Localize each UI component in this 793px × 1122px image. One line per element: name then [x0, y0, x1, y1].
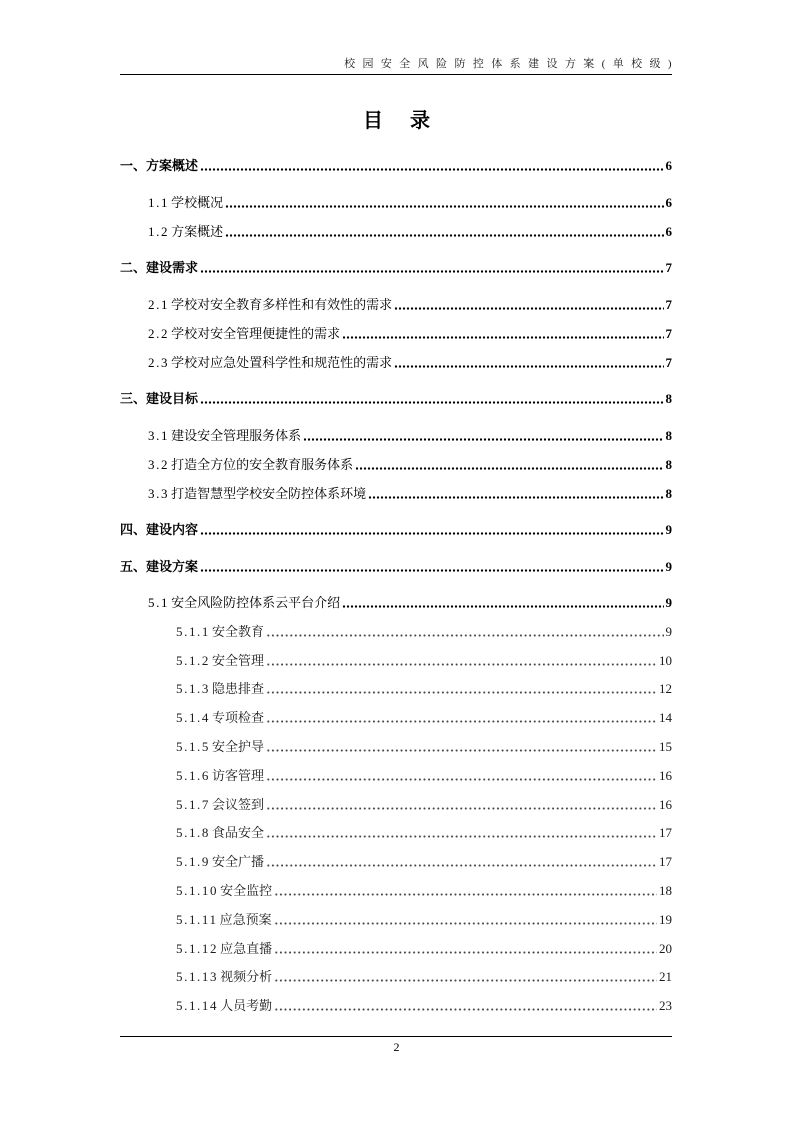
toc-entry-page-number: 16 — [659, 796, 672, 812]
toc-entry-number: 1.2 — [148, 223, 170, 239]
toc-entry-title: 安全风险防控体系云平台介绍 — [171, 595, 341, 610]
toc-entry — [120, 732, 672, 761]
toc-entry-number: 5.1.12 — [176, 940, 219, 956]
dot-leader — [266, 691, 657, 694]
toc-entry-title: 方案概述 — [171, 223, 224, 239]
toc-entry-page-number: 19 — [659, 911, 672, 927]
dot-leader — [200, 532, 663, 535]
dot-leader — [274, 893, 657, 896]
toc-entry-title: 专项检查 — [212, 710, 265, 726]
dot-leader — [200, 270, 663, 273]
toc-entry — [120, 847, 672, 876]
toc-entry-title: 五、建设方案 — [120, 558, 199, 574]
toc-entry-page-number: 8 — [665, 456, 672, 472]
dot-leader — [394, 365, 663, 368]
toc-entry-number: 5.1 — [148, 595, 170, 610]
toc-entry-number: 5.1.9 — [176, 854, 210, 870]
toc-entry-number: 5.1.8 — [176, 825, 210, 841]
dot-leader — [266, 749, 657, 752]
toc-entry-number: 5.1.10 — [176, 883, 219, 899]
toc-entry-page-number: 9 — [665, 522, 672, 537]
toc-entry — [120, 552, 672, 581]
toc-entry-title: 学校对应急处置科学性和规范性的需求 — [171, 354, 393, 370]
dot-leader — [266, 835, 657, 838]
toc-entry — [120, 421, 672, 450]
dot-leader — [266, 663, 657, 666]
toc-entry-title: 四、建设内容 — [120, 522, 199, 537]
toc-entry-page-number: 7 — [665, 354, 672, 370]
toc-entry-page-number: 9 — [665, 558, 672, 574]
toc-entry — [120, 188, 672, 217]
toc-entry — [120, 348, 672, 377]
toc-entry — [120, 450, 672, 479]
dot-leader — [342, 336, 663, 339]
dot-leader — [200, 168, 663, 171]
toc-entry — [120, 819, 672, 848]
toc-entry-number: 5.1.13 — [176, 969, 219, 985]
toc-entry-number: 5.1.14 — [176, 998, 219, 1014]
toc-entry-page-number: 15 — [659, 739, 672, 755]
toc-entry-number: 5.1.5 — [176, 739, 210, 755]
toc-entry-page-number: 6 — [665, 158, 672, 173]
toc-entry-title: 访客管理 — [212, 767, 265, 783]
toc-entry-number: 3.3 — [148, 485, 170, 501]
toc-entry-page-number: 7 — [665, 260, 672, 275]
toc-entry-title: 安全管理 — [212, 652, 265, 668]
toc-entry-page-number: 9 — [665, 623, 672, 639]
toc-entry — [120, 253, 672, 282]
dot-leader — [225, 205, 663, 208]
toc-entry — [120, 151, 672, 180]
toc-entry-title: 食品安全 — [212, 825, 265, 841]
dot-leader — [274, 1008, 657, 1011]
dot-leader — [342, 605, 663, 608]
toc-entry — [120, 934, 672, 963]
dot-leader — [266, 634, 663, 637]
toc-entry-page-number: 12 — [659, 681, 672, 697]
toc-entry-page-number: 20 — [659, 940, 672, 956]
toc-entry-page-number: 8 — [665, 391, 672, 406]
toc-entry-page-number: 16 — [659, 767, 672, 783]
toc-entry — [120, 991, 672, 1020]
toc-entry-title: 学校对安全管理便捷性的需求 — [171, 325, 341, 341]
toc-entry-number: 5.1.11 — [176, 911, 218, 927]
toc-entry-title: 学校对安全教育多样性和有效性的需求 — [171, 296, 393, 312]
toc-entry-page-number: 17 — [659, 825, 672, 841]
toc-entry-title: 打造全方位的安全教育服务体系 — [171, 456, 354, 472]
running-header: 校园安全风险防控体系建设方案(单校级) — [344, 58, 679, 70]
dot-leader — [200, 401, 663, 404]
toc-entry-page-number: 18 — [659, 883, 672, 899]
toc-entry-page-number: 21 — [659, 969, 672, 985]
toc-entry — [120, 384, 672, 413]
toc-entry-number: 5.1.3 — [176, 681, 210, 697]
toc-entry-number: 5.1.2 — [176, 652, 210, 668]
toc-entry-page-number: 6 — [665, 194, 672, 210]
toc-entry-page-number: 17 — [659, 854, 672, 870]
toc-entry — [120, 905, 672, 934]
toc-entry-title: 打造智慧型学校安全防控体系环境 — [171, 485, 367, 501]
toc-entry-title: 一、方案概述 — [120, 158, 199, 173]
toc-entry-title: 应急预案 — [219, 911, 272, 927]
toc-entry-number: 3.2 — [148, 456, 170, 472]
toc-entry — [120, 675, 672, 704]
dot-leader — [266, 807, 657, 810]
dot-leader — [368, 496, 663, 499]
toc-entry-number: 5.1.7 — [176, 796, 210, 812]
toc-entry-page-number: 9 — [665, 595, 672, 610]
toc-entry-page-number: 8 — [665, 427, 672, 443]
dot-leader — [355, 467, 663, 470]
toc-entry — [120, 790, 672, 819]
toc-entry-title: 二、建设需求 — [120, 260, 199, 275]
toc-entry-title: 安全教育 — [212, 623, 265, 639]
toc-entry-number: 2.1 — [148, 296, 170, 312]
toc-entry-page-number: 7 — [665, 296, 672, 312]
toc-entry-page-number: 14 — [659, 710, 672, 726]
toc-entry-page-number: 7 — [665, 325, 672, 341]
dot-leader — [274, 951, 657, 954]
toc-entry — [120, 290, 672, 319]
toc-entry-title: 隐患排查 — [212, 681, 265, 697]
toc-entry-number: 3.1 — [148, 427, 170, 443]
toc-entry — [120, 703, 672, 732]
toc-entry-number: 2.3 — [148, 354, 170, 370]
toc-entry-number: 5.1.4 — [176, 710, 210, 726]
toc-entry — [120, 646, 672, 675]
toc-entry — [120, 479, 672, 508]
toc-entry-page-number: 6 — [665, 223, 672, 239]
toc-entry — [120, 319, 672, 348]
dot-leader — [266, 720, 657, 723]
toc-entry — [120, 588, 672, 617]
toc-entry-title: 人员考勤 — [220, 998, 273, 1014]
toc-entry-title: 安全护导 — [212, 739, 265, 755]
toc-entry-page-number: 10 — [659, 652, 672, 668]
toc-entry-title: 三、建设目标 — [120, 391, 199, 406]
dot-leader — [303, 438, 663, 441]
toc-entry-title: 应急直播 — [220, 940, 273, 956]
toc-entry — [120, 876, 672, 905]
toc-entry — [120, 217, 672, 246]
footer-divider — [120, 1036, 672, 1037]
dot-leader — [225, 234, 663, 237]
toc-entry-title: 安全监控 — [220, 883, 273, 899]
toc-entry — [120, 515, 672, 544]
toc-entry — [120, 963, 672, 992]
dot-leader — [394, 307, 663, 310]
toc-title: 目录 — [363, 110, 457, 132]
page-number: 2 — [393, 1040, 400, 1054]
toc-entry-title: 视频分析 — [220, 969, 273, 985]
dot-leader — [266, 864, 657, 867]
toc-entry-number: 5.1.6 — [176, 767, 210, 783]
toc-entry-number: 5.1.1 — [176, 623, 210, 639]
header-divider — [120, 74, 672, 75]
toc-entry — [120, 617, 672, 646]
dot-leader — [274, 979, 657, 982]
toc-entry-page-number: 23 — [659, 998, 672, 1014]
toc-entry — [120, 761, 672, 790]
dot-leader — [266, 778, 657, 781]
dot-leader — [200, 569, 663, 572]
toc-entry-number: 1.1 — [148, 194, 170, 210]
table-of-contents — [120, 144, 672, 1021]
toc-entry-page-number: 8 — [665, 485, 672, 501]
toc-entry-title: 建设安全管理服务体系 — [171, 427, 302, 443]
toc-entry-title: 学校概况 — [171, 194, 224, 210]
toc-entry-number: 2.2 — [148, 325, 170, 341]
dot-leader — [274, 922, 657, 925]
toc-entry-title: 安全广播 — [212, 854, 265, 870]
toc-entry-title: 会议签到 — [212, 796, 265, 812]
